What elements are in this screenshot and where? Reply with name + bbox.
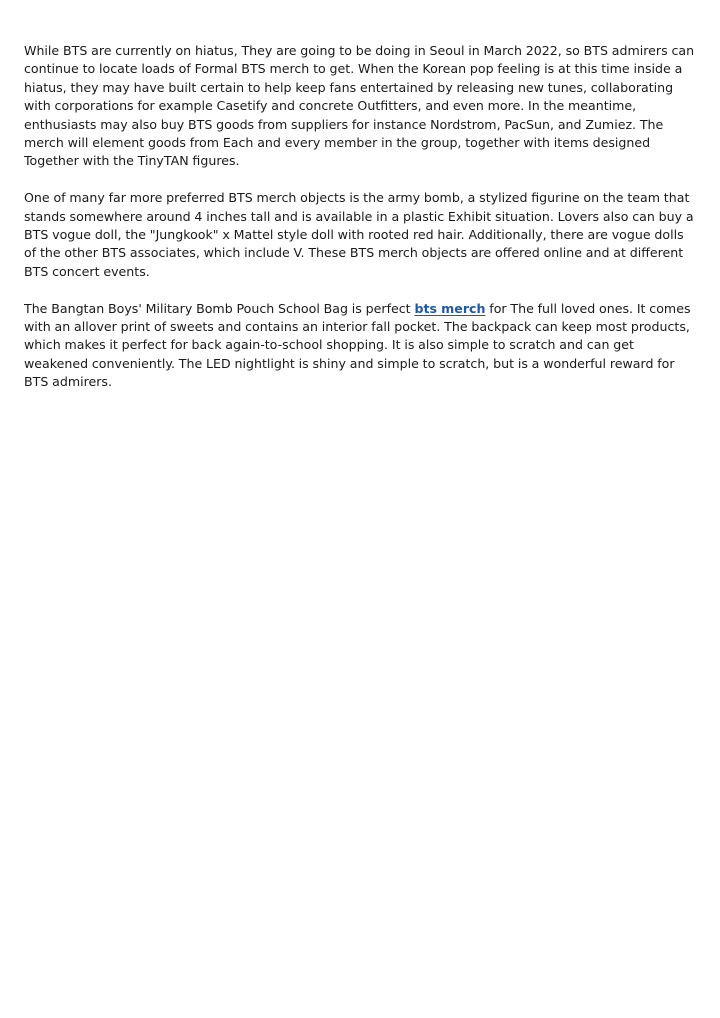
paragraph-school-bag-text-start: The Bangtan Boys' Military Bomb Pouch School Bag is perfect: [24, 300, 415, 316]
paragraph-army-bomb: One of many far more preferred BTS merch objects is the army bomb, a stylized figurine on the team that stands somewhere around 4 inches tall and is available in a plastic Exhibit situation. Lovers also can buy a BTS vogue doll, the "Jungkook" x Mattel style doll with rooted red hair. Additionally, there are vogue dolls of the other BTS associates, which include V. These BTS merch objects are offered online and at different BTS concert events.: [24, 190, 694, 279]
bts-merch-link[interactable]: bts merch: [414, 300, 486, 316]
document-body: [24, 42, 696, 410]
paragraph-school-bag: [24, 300, 696, 392]
paragraph-hiatus: While BTS are currently on hiatus, They are going to be doing in Seoul in March 2022, so BTS admirers can continue to locate loads of Formal BTS merch to get. When the Korean pop feeling is at this time inside a hiatus, they may have built certain to help keep fans entertained by releasing new tunes, collaborating with corporations for example Casetify and concrete Outfitters, and even more. In the meantime, enthusiasts may also buy BTS goods from suppliers for instance Nordstrom, PacSun, and Zumiez. The merch will element goods from Each and every member in the group, together with items designed Together with the TinyTAN figures.: [24, 43, 695, 169]
paragraph-school-bag-text-end: for The full loved ones. It comes with an allover print of sweets and contains an interior fall pocket. The backpack can keep most products, which makes it perfect for back again-to-school shopping. It is also simple to scratch and can get weakened conveniently. The LED nightlight is shiny and simple to scratch, but is a wonderful reward for BTS admirers.: [24, 300, 691, 390]
